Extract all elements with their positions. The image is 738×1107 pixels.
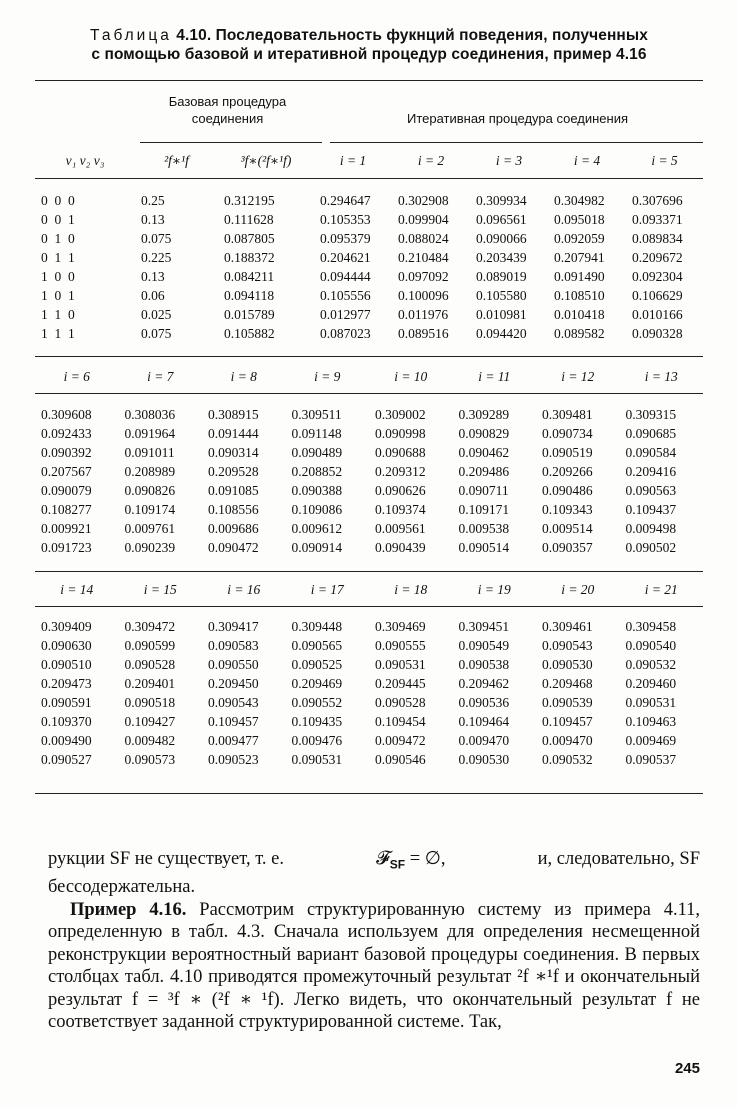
col-header: i = 17 [310, 582, 344, 597]
table-row [35, 405, 703, 424]
table-row [35, 617, 703, 636]
table-cell: 0.106629 [632, 288, 683, 303]
table-cell: 0.208989 [124, 464, 176, 479]
table-cell: 0.309417 [208, 619, 259, 634]
caption-line1: Последовательность фукнций поведения, полученных [215, 27, 648, 44]
table-cell: 0.090829 [458, 426, 510, 441]
table-cell: 0.090514 [458, 540, 510, 555]
table-cell: 1 1 0 [41, 307, 75, 322]
example-paragraph [48, 899, 700, 1034]
table-cell: 0.090528 [124, 657, 176, 672]
table-cell: 0.009761 [124, 521, 176, 536]
block3-header-rule [35, 606, 703, 607]
table-cell: 0.089516 [398, 326, 449, 341]
table-cell: 0.204621 [320, 250, 371, 265]
col-header: ²f∗¹f [164, 153, 189, 168]
table-cell: 0.092304 [632, 269, 683, 284]
table-cell: 0.009476 [291, 733, 343, 748]
block2-header-rule [35, 393, 703, 394]
table-caption [40, 26, 698, 64]
block3-header-row [35, 575, 703, 605]
table-cell: 0.109457 [208, 714, 259, 729]
table-cell: 0.209401 [124, 676, 176, 691]
table-cell: 0.06 [141, 288, 165, 303]
table-cell: 0.009514 [542, 521, 593, 536]
iterative-header-underline [330, 142, 703, 143]
table-cell: 0.209672 [632, 250, 683, 265]
table-cell: 0.105353 [320, 212, 371, 227]
table-cell: 0.209473 [41, 676, 92, 691]
formula-subscript: SF [389, 857, 406, 872]
table-cell: 0.090538 [458, 657, 510, 672]
table-cell: 0.090583 [208, 638, 259, 653]
table-cell: 0.090584 [625, 445, 677, 460]
table-cell: 0.090539 [542, 695, 593, 710]
base-header-underline [140, 142, 322, 143]
table-cell: 0.208852 [291, 464, 343, 479]
table-cell: 0.090540 [625, 638, 677, 653]
table-cell: 0.312195 [224, 193, 275, 208]
col-header: i = 20 [561, 582, 595, 597]
table-cell: 1 0 0 [41, 269, 75, 284]
table-cell: 0.207567 [41, 464, 92, 479]
table-cell: 0.105882 [224, 326, 275, 341]
table-cell: 0.095018 [554, 212, 605, 227]
table-cell: 0.009490 [41, 733, 92, 748]
table-cell: 0.209445 [375, 676, 426, 691]
col-header: i = 11 [478, 369, 511, 384]
table-cell: 0.090357 [542, 540, 593, 555]
table-cell: 1 1 1 [41, 326, 75, 341]
table-cell: 0.090565 [291, 638, 343, 653]
table-cell: 0.090563 [625, 483, 677, 498]
table-cell: 0.090502 [625, 540, 677, 555]
page-number: 245 [674, 1060, 700, 1077]
table-cell: 0.108277 [41, 502, 92, 517]
table-cell: 0.090626 [375, 483, 426, 498]
table-cell: 0.090546 [375, 752, 426, 767]
table-cell: 0.309461 [542, 619, 593, 634]
table-row [35, 655, 703, 674]
table-cell: 0.092433 [41, 426, 92, 441]
table-cell: 0.105580 [476, 288, 527, 303]
table-cell: 0.105556 [320, 288, 371, 303]
table-cell: 0.091964 [124, 426, 176, 441]
table-cell: 0.088024 [398, 231, 449, 246]
table-row [35, 191, 703, 210]
top-rule [35, 80, 703, 81]
table-cell: 0.090392 [41, 445, 92, 460]
table-cell: 0.209486 [458, 464, 510, 479]
table-row [35, 267, 703, 286]
table-cell: 0.009469 [625, 733, 677, 748]
table-cell: 0.108556 [208, 502, 259, 517]
table-cell: 0.075 [141, 231, 172, 246]
table-cell: 0.090591 [41, 695, 92, 710]
table-cell: 0.209462 [458, 676, 510, 691]
table-cell: 0.309608 [41, 407, 92, 422]
table-cell: 0.100096 [398, 288, 449, 303]
table-cell: 0.309451 [458, 619, 510, 634]
table-row [35, 210, 703, 229]
caption-line2: с помощью базовой и итеративной процедур соединения, пример 4.16 [91, 46, 647, 63]
table-row [35, 538, 703, 557]
table-cell: 0.309472 [124, 619, 176, 634]
table-cell: 0.090519 [542, 445, 593, 460]
table-cell: 0.294647 [320, 193, 371, 208]
table-cell: 0.097092 [398, 269, 449, 284]
table-cell: 0.209450 [208, 676, 259, 691]
table-cell: 0.309458 [625, 619, 677, 634]
table-cell: 0.093371 [632, 212, 683, 227]
table-cell: 0.111628 [224, 212, 274, 227]
table-cell: 0.108510 [554, 288, 605, 303]
table-cell: 0.015789 [224, 307, 275, 322]
col-header: i = 10 [394, 369, 428, 384]
table-cell: 0.309315 [625, 407, 677, 422]
table-cell: 0.13 [141, 212, 165, 227]
table-row [35, 424, 703, 443]
col-header: i = 21 [644, 582, 678, 597]
table-cell: 0.090734 [542, 426, 593, 441]
table-cell: 0.209460 [625, 676, 677, 691]
table-cell: 0.090328 [632, 326, 683, 341]
example-label: Пример 4.16. [70, 899, 187, 920]
table-cell: 0.309448 [291, 619, 343, 634]
table-cell: 0.109427 [124, 714, 176, 729]
table-cell: 0.090536 [458, 695, 510, 710]
table-cell: 0.109086 [291, 502, 343, 517]
table-cell: 0.090630 [41, 638, 92, 653]
table-row [35, 519, 703, 538]
base-header-line2: соединения [191, 111, 264, 126]
table-cell: 0.090532 [625, 657, 677, 672]
table-cell: 0.090531 [625, 695, 677, 710]
bottom-rule [35, 793, 703, 794]
table-cell: 0.090532 [542, 752, 593, 767]
table-cell: 0.090685 [625, 426, 677, 441]
table-cell: 0.089582 [554, 326, 605, 341]
col-header: i = 4 [573, 153, 601, 168]
table-cell: 0.090523 [208, 752, 259, 767]
table-cell: 0.109464 [458, 714, 510, 729]
table-cell: 0.011976 [398, 307, 449, 322]
col-header: i = 7 [147, 369, 174, 384]
table-cell: 0.109435 [291, 714, 343, 729]
table-cell: 0.207941 [554, 250, 605, 265]
table-cell: 0.109437 [625, 502, 677, 517]
table-cell: 0.090518 [124, 695, 176, 710]
table-row [35, 462, 703, 481]
table-cell: 0.090525 [291, 657, 343, 672]
table-row [35, 636, 703, 655]
table-cell: 0.075 [141, 326, 172, 341]
table-cell: 0.091148 [291, 426, 342, 441]
col-header: i = 13 [644, 369, 678, 384]
table-cell: 0 0 0 [41, 193, 75, 208]
table-cell: 0.109454 [375, 714, 426, 729]
table-cell: 0.087023 [320, 326, 371, 341]
table-cell: 0.309289 [458, 407, 510, 422]
table-row [35, 500, 703, 519]
line1-left: рукции SF не существует, т. е. [48, 849, 284, 869]
table-cell: 0.091490 [554, 269, 605, 284]
table-cell: 0.010981 [476, 307, 527, 322]
iterative-procedure-header: Итеративная процедура соединения [406, 111, 629, 126]
table-row [35, 750, 703, 769]
table-row [35, 229, 703, 248]
table-cell: 0.090472 [208, 540, 259, 555]
block1-data [35, 191, 703, 343]
col-header: i = 9 [314, 369, 341, 384]
block2-data [35, 405, 703, 557]
table-cell: 0.010418 [554, 307, 605, 322]
table-cell: 0.090549 [458, 638, 510, 653]
table-cell: 0.087805 [224, 231, 275, 246]
table-cell: 0 0 1 [41, 212, 75, 227]
table-cell: 0.090510 [41, 657, 92, 672]
table-cell: 0.308915 [208, 407, 259, 422]
block1-table [35, 146, 703, 176]
table-cell: 0.091444 [208, 426, 259, 441]
col-header: i = 19 [477, 582, 511, 597]
table-cell: 0.090439 [375, 540, 426, 555]
table-row [35, 305, 703, 324]
table-cell: 0.090066 [476, 231, 527, 246]
table-row [35, 481, 703, 500]
table-cell: 0 1 1 [41, 250, 75, 265]
table-cell: 0.009561 [375, 521, 426, 536]
table-cell: 0.309511 [291, 407, 342, 422]
table-cell: 1 0 1 [41, 288, 75, 303]
table-cell: 0.009477 [208, 733, 259, 748]
table-cell: 0.091723 [41, 540, 92, 555]
table-cell: 0.109343 [542, 502, 593, 517]
base-header-line1: Базовая процедура [168, 94, 287, 109]
table-cell: 0.012977 [320, 307, 371, 322]
table-cell: 0.210484 [398, 250, 449, 265]
table-cell: 0.091085 [208, 483, 259, 498]
col-header: i = 6 [63, 369, 90, 384]
table-cell: 0.090998 [375, 426, 426, 441]
table-cell: 0.109457 [542, 714, 593, 729]
body-text [48, 848, 700, 1034]
table-cell: 0.090530 [458, 752, 510, 767]
table-cell: 0.094444 [320, 269, 371, 284]
col-header: i = 14 [60, 582, 94, 597]
table-cell: 0.13 [141, 269, 165, 284]
col-header: i = 18 [394, 582, 428, 597]
table-cell: 0.109174 [124, 502, 176, 517]
table-cell: 0.009470 [458, 733, 510, 748]
table-cell: 0.009482 [124, 733, 176, 748]
table-cell: 0.309002 [375, 407, 426, 422]
table-cell: 0.090462 [458, 445, 510, 460]
table-cell: 0.304982 [554, 193, 605, 208]
table-cell: 0.090527 [41, 752, 92, 767]
table-cell: 0.109370 [41, 714, 92, 729]
col-header: i = 15 [143, 582, 177, 597]
table-cell: 0.090239 [124, 540, 176, 555]
example-text: Рассмотрим структурированную систему из примера 4.11, определенную в табл. 4.3. Сначала используем для определения несмещенной реконструкции вероятностный вариант базовой процедуры соединения. В первых столбцах табл. 4.10 приводятся промежуточный результат ²f ∗¹f и окончательный результат f = ³f ∗ (²f ∗ ¹f). Легко видеть, что окончательный результат f не соответствует заданной структурированной системе. Так, [48, 899, 701, 1033]
table-cell: 0.094118 [224, 288, 275, 303]
formula [376, 848, 445, 876]
table-cell: 0.092059 [554, 231, 605, 246]
table-cell: 0.009686 [208, 521, 259, 536]
table-cell: 0.099904 [398, 212, 449, 227]
formula-eq: = ∅, [409, 849, 446, 869]
table-cell: 0.090489 [291, 445, 343, 460]
block2-top-rule [35, 356, 703, 357]
table-cell: 0.309481 [542, 407, 593, 422]
table-cell: 0.090711 [458, 483, 509, 498]
col-header: i = 3 [495, 153, 523, 168]
table-cell: 0.090314 [208, 445, 259, 460]
line1-right: и, следовательно, SF [537, 849, 700, 869]
table-cell: 0.009470 [542, 733, 593, 748]
table-cell: 0.090552 [291, 695, 343, 710]
line2: бессодержательна. [48, 877, 196, 898]
table-row [35, 731, 703, 750]
table-cell: 0.084211 [224, 269, 275, 284]
table-cell: 0.009612 [291, 521, 343, 536]
table-cell: 0.090555 [375, 638, 426, 653]
table-cell: 0.209312 [375, 464, 426, 479]
table-cell: 0.009538 [458, 521, 510, 536]
table-cell: 0.009472 [375, 733, 426, 748]
table-cell: 0.309469 [375, 619, 426, 634]
block1-header-rule [35, 178, 703, 179]
table-cell: 0.091011 [124, 445, 175, 460]
table-cell: 0.209266 [542, 464, 593, 479]
table-cell: 0.090531 [291, 752, 343, 767]
table-cell: 0.209468 [542, 676, 593, 691]
table-cell: 0.225 [141, 250, 172, 265]
table-cell: 0.090079 [41, 483, 92, 498]
table-cell: 0.096561 [476, 212, 527, 227]
table-row [35, 712, 703, 731]
table-row [35, 286, 703, 305]
table-cell: 0.090537 [625, 752, 677, 767]
table-cell: 0.090826 [124, 483, 176, 498]
table-cell: 0.209528 [208, 464, 259, 479]
table-cell: 0.089834 [632, 231, 683, 246]
base-procedure-header [135, 93, 320, 127]
col-header: ³f∗(²f∗¹f) [240, 153, 292, 168]
table-cell: 0.025 [141, 307, 172, 322]
col-header: v₁ v₂ v₃ [65, 153, 105, 168]
table-cell: 0.302908 [398, 193, 449, 208]
col-header: i = 2 [417, 153, 445, 168]
block2-header-row [35, 362, 703, 392]
table-cell: 0.309934 [476, 193, 527, 208]
table-cell: 0.009498 [625, 521, 677, 536]
table-cell: 0.090530 [542, 657, 593, 672]
table-cell: 0.209469 [291, 676, 343, 691]
table-cell: 0.209416 [625, 464, 677, 479]
col-header: i = 5 [651, 153, 678, 168]
table-cell: 0.009921 [41, 521, 92, 536]
table-cell: 0.089019 [476, 269, 527, 284]
col-header: i = 16 [227, 582, 261, 597]
col-header: i = 12 [561, 369, 595, 384]
table-cell: 0.109463 [625, 714, 677, 729]
block2-header [35, 362, 703, 392]
table-cell: 0.090388 [291, 483, 343, 498]
col-header: i = 8 [230, 369, 257, 384]
table-row [35, 248, 703, 267]
table-cell: 0.090531 [375, 657, 426, 672]
block3-top-rule [35, 571, 703, 572]
table-cell: 0.090543 [208, 695, 259, 710]
table-cell: 0.308036 [124, 407, 176, 422]
table-row [35, 324, 703, 343]
table-cell: 0.090914 [291, 540, 343, 555]
table-cell: 0.090573 [124, 752, 176, 767]
table-cell: 0 1 0 [41, 231, 75, 246]
table-cell: 0.307696 [632, 193, 683, 208]
table-cell: 0.090486 [542, 483, 593, 498]
block3-header [35, 575, 703, 605]
table-cell: 0.010166 [632, 307, 683, 322]
table-cell: 0.25 [141, 193, 165, 208]
table-cell: 0.095379 [320, 231, 371, 246]
table-cell: 0.309409 [41, 619, 92, 634]
table-cell: 0.090543 [542, 638, 593, 653]
table-row [35, 674, 703, 693]
block1-header-row [35, 146, 703, 176]
caption-number: 4.10. [176, 27, 212, 44]
table-cell: 0.090688 [375, 445, 426, 460]
table-cell: 0.090599 [124, 638, 176, 653]
table-cell: 0.109171 [458, 502, 510, 517]
table-cell: 0.188372 [224, 250, 275, 265]
table-cell: 0.090550 [208, 657, 259, 672]
table-cell: 0.090528 [375, 695, 426, 710]
table-cell: 0.203439 [476, 250, 527, 265]
table-cell: 0.109374 [375, 502, 426, 517]
script-f: 𝓕 [376, 849, 390, 869]
col-header: i = 1 [339, 153, 367, 168]
formula-line [48, 848, 700, 876]
table-cell: 0.094420 [476, 326, 527, 341]
table-row [35, 443, 703, 462]
caption-label: Таблица [90, 27, 172, 44]
block3-data [35, 617, 703, 769]
table-row [35, 693, 703, 712]
